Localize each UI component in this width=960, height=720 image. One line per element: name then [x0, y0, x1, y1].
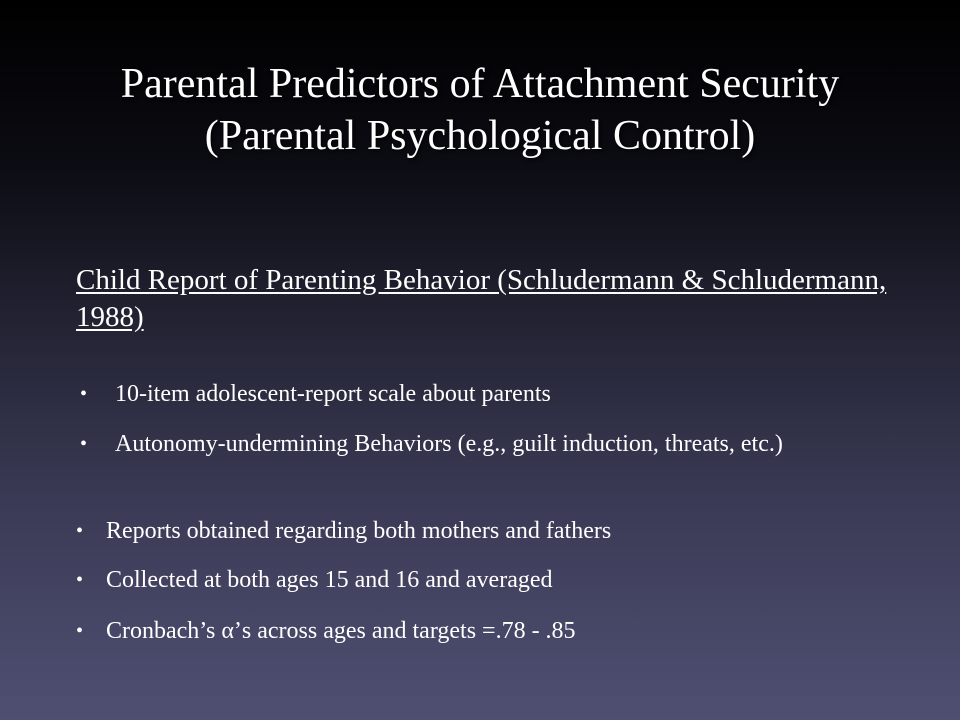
slide-title	[40, 58, 920, 162]
subheading-reference: Child Report of Parenting Behavior (Schludermann & Schludermann, 1988)	[76, 264, 887, 333]
bullet-text: Reports obtained regarding both mothers and fathers	[106, 518, 612, 544]
bullet-item	[76, 616, 896, 646]
bullet-icon: •	[80, 433, 88, 455]
bullet-text: Cronbach’s α’s across ages and targets =.78 - .85	[106, 618, 576, 644]
slide-title-line-2: (Parental Psychological Control)	[204, 113, 756, 159]
slide-title-line-1: Parental Predictors of Attachment Security	[120, 61, 840, 107]
bullet-icon: •	[76, 520, 84, 542]
bullet-icon: •	[76, 620, 84, 642]
bullet-item	[76, 516, 896, 546]
bullet-icon: •	[80, 383, 88, 405]
bullet-text: 10-item adolescent-report scale about parents	[115, 381, 551, 407]
bullet-text: Autonomy-undermining Behaviors (e.g., guilt induction, threats, etc.)	[115, 431, 783, 457]
bullet-item	[80, 429, 880, 459]
bullet-item	[76, 565, 896, 595]
bullet-icon: •	[76, 569, 84, 591]
bullet-item	[80, 379, 880, 409]
bullet-text: Collected at both ages 15 and 16 and averaged	[106, 567, 553, 593]
